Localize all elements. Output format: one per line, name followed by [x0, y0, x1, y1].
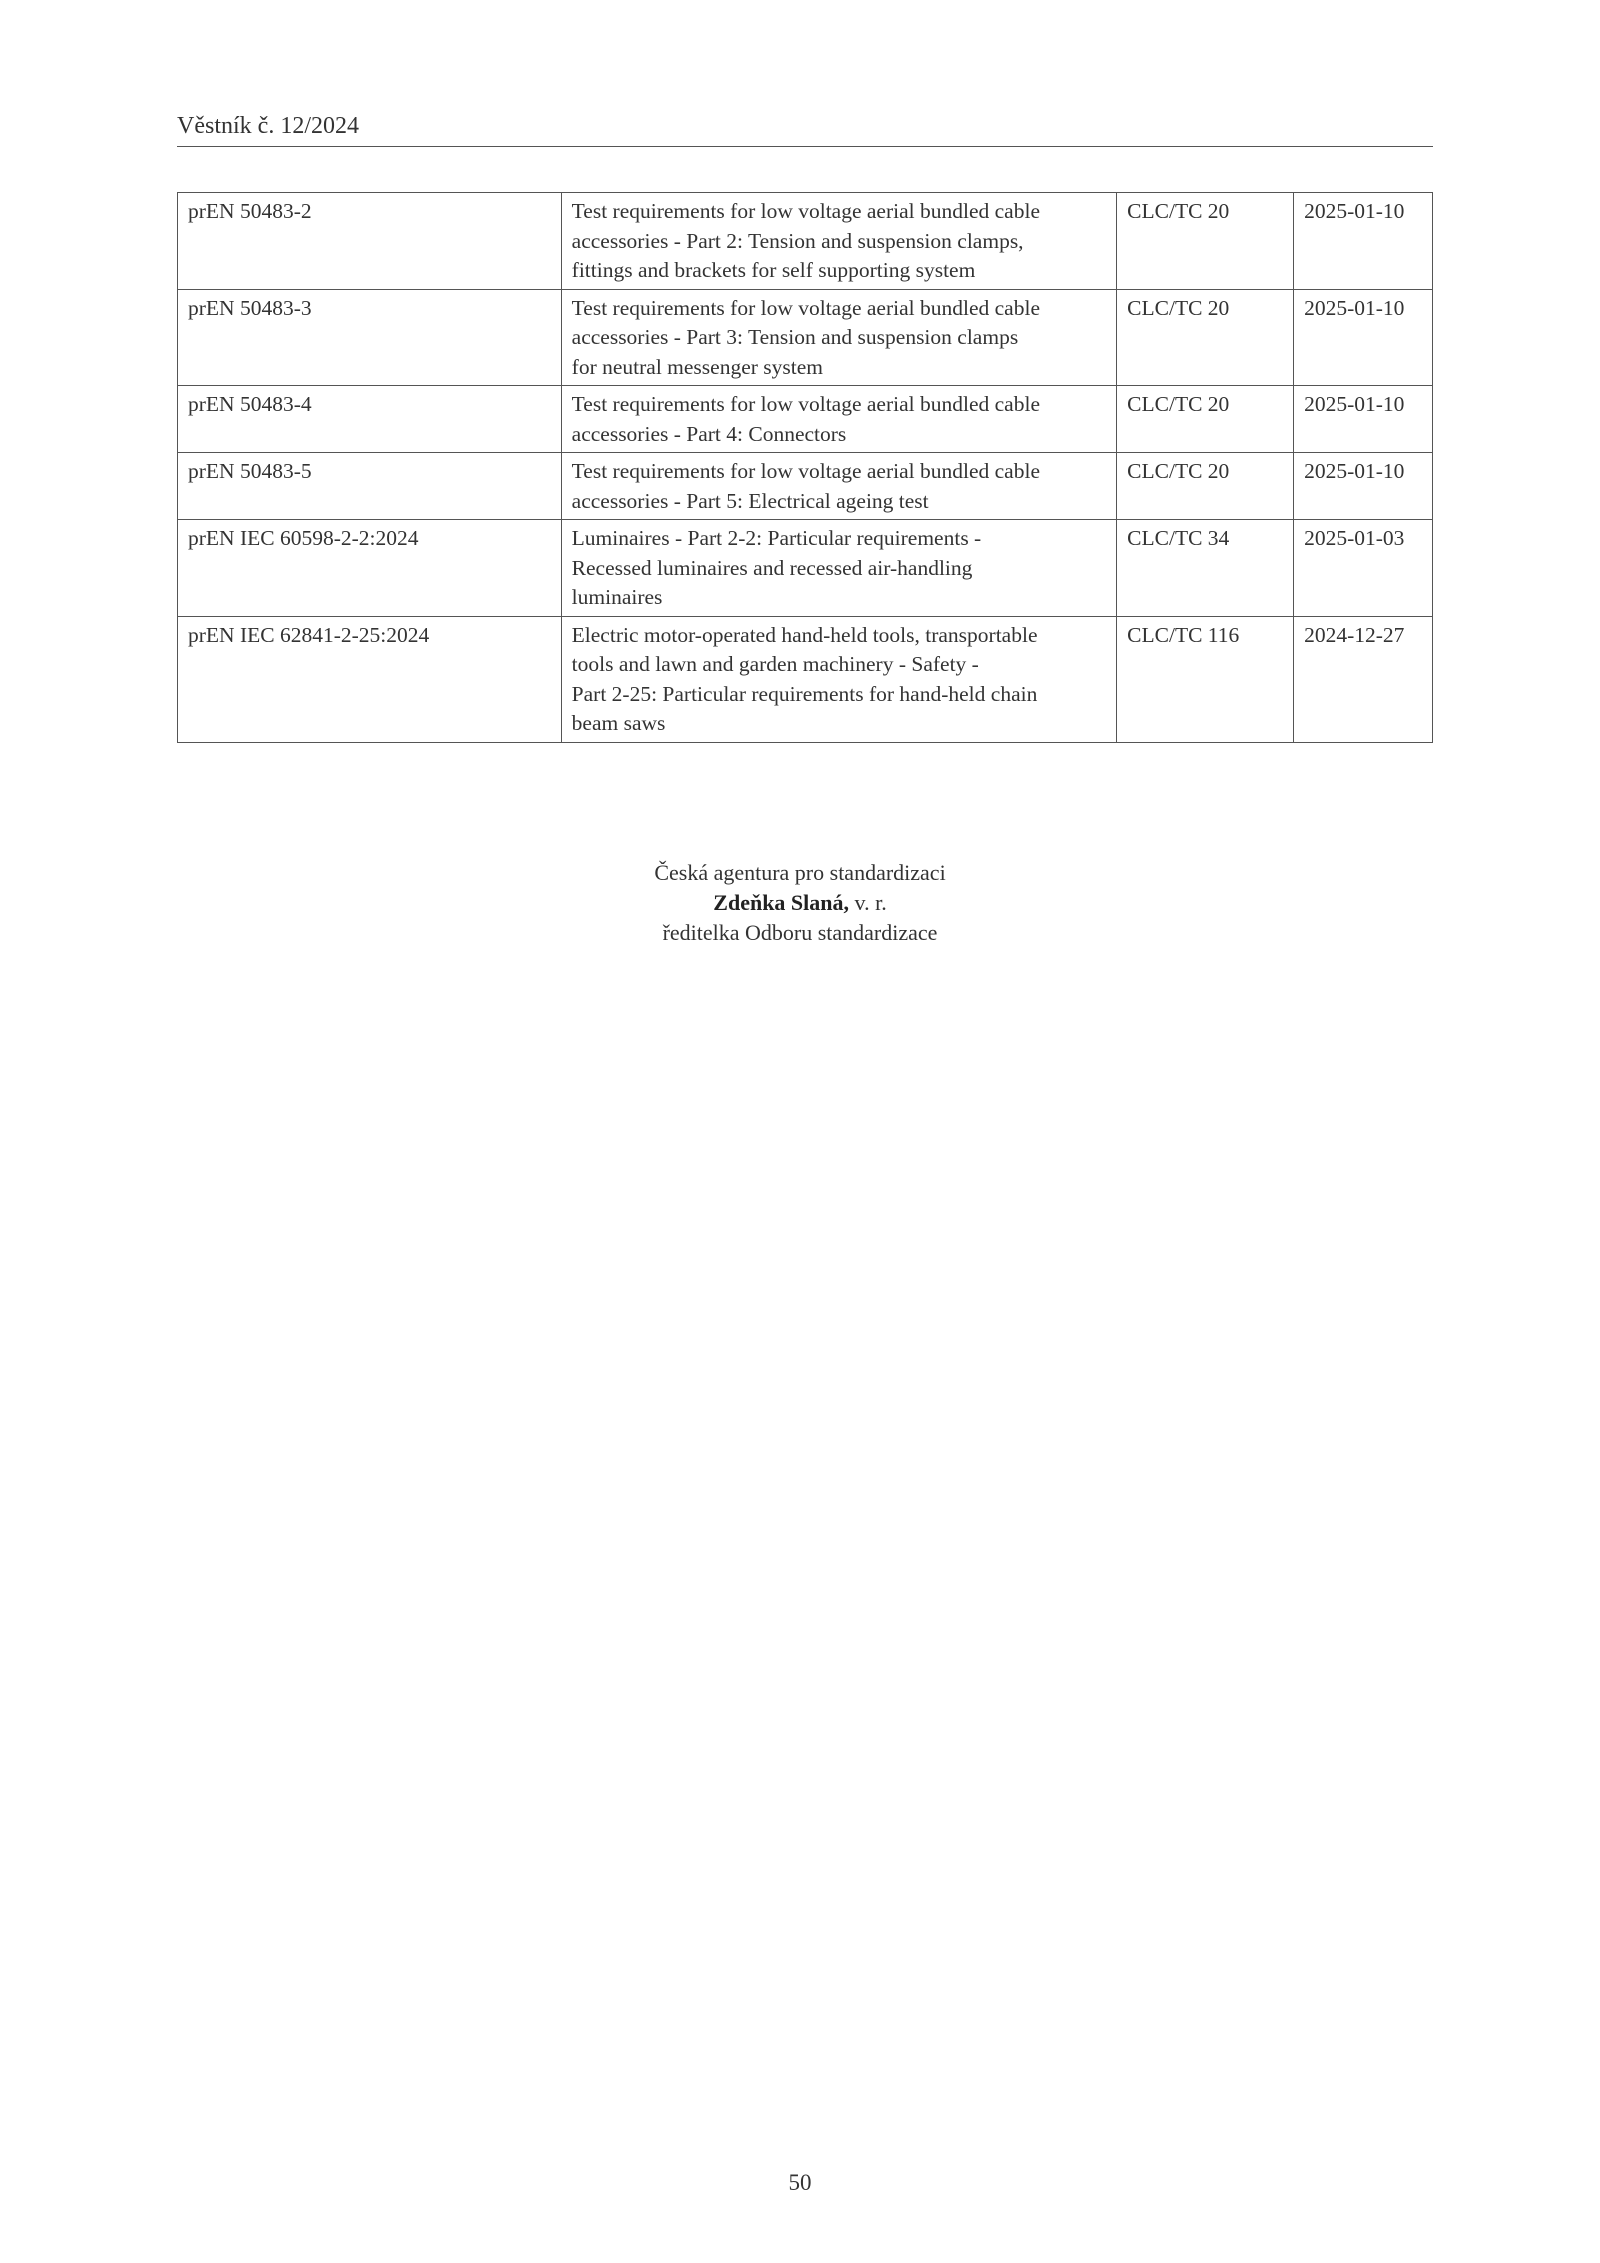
standard-title-cell: [561, 453, 1117, 520]
standard-title-cell: [561, 386, 1117, 453]
standard-code-cell: prEN IEC 60598-2-2:2024: [178, 520, 562, 617]
committee-cell: CLC/TC 20: [1117, 386, 1294, 453]
table-row: [178, 616, 1433, 742]
committee-cell: CLC/TC 20: [1117, 453, 1294, 520]
date-cell: 2025-01-10: [1294, 289, 1433, 386]
standard-code-cell: prEN 50483-4: [178, 386, 562, 453]
standards-table-body: [178, 193, 1433, 743]
title-line: Test requirements for low voltage aerial bundled cable: [571, 295, 1040, 320]
title-line: fittings and brackets for self supporting system: [571, 258, 976, 282]
title-line: accessories - Part 4: Connectors: [571, 421, 847, 446]
title-line: for neutral messenger system: [571, 354, 824, 379]
standard-title-cell: [561, 193, 1117, 290]
standard-code-cell: prEN IEC 62841-2-25:2024: [178, 616, 562, 742]
page-header: [177, 112, 1433, 147]
table-row: [178, 289, 1433, 386]
signature-organization: Česká agentura pro standardizaci: [654, 860, 946, 885]
standard-code-cell: prEN 50483-5: [178, 453, 562, 520]
committee-cell: CLC/TC 20: [1117, 289, 1294, 386]
title-line: accessories - Part 5: Electrical ageing test: [571, 488, 929, 513]
standard-code-cell: prEN 50483-2: [178, 193, 562, 290]
standard-title-cell: [561, 289, 1117, 386]
standards-table: [177, 192, 1433, 743]
standard-code-cell: prEN 50483-3: [178, 289, 562, 386]
committee-cell: CLC/TC 20: [1117, 193, 1294, 290]
page-number: 50: [788, 2170, 812, 2195]
table-row: [178, 193, 1433, 290]
table-row: [178, 453, 1433, 520]
title-line: tools and lawn and garden machinery - Safety -: [571, 652, 979, 676]
committee-cell: CLC/TC 34: [1117, 520, 1294, 617]
signature-block: [0, 858, 1600, 948]
table-row: [178, 520, 1433, 617]
date-cell: 2025-01-10: [1294, 453, 1433, 520]
title-line: luminaires: [571, 585, 663, 609]
title-line: accessories - Part 3: Tension and suspension clamps: [571, 325, 1019, 349]
title-line: beam saws: [571, 711, 666, 735]
title-line: accessories - Part 2: Tension and suspension clamps,: [571, 228, 1024, 253]
title-line: Part 2-25: Particular requirements for hand-held chain: [571, 681, 1038, 706]
signatory-name-suffix: v. r.: [849, 890, 887, 915]
signature-name-line: [0, 888, 1600, 918]
title-line: Test requirements for low voltage aerial bundled cable: [571, 459, 1040, 483]
title-line: Test requirements for low voltage aerial bundled cable: [571, 199, 1040, 223]
journal-title: Věstník č. 12/2024: [177, 113, 359, 139]
signature-position: ředitelka Odboru standardizace: [662, 920, 938, 945]
standard-title-cell: [561, 520, 1117, 617]
title-line: Recessed luminaires and recessed air-handling: [571, 555, 973, 580]
title-line: Test requirements for low voltage aerial bundled cable: [571, 392, 1040, 416]
date-cell: 2025-01-10: [1294, 193, 1433, 290]
date-cell: 2025-01-03: [1294, 520, 1433, 617]
committee-cell: CLC/TC 116: [1117, 616, 1294, 742]
title-line: Luminaires - Part 2-2: Particular requirements -: [571, 526, 982, 550]
date-cell: 2024-12-27: [1294, 616, 1433, 742]
standard-title-cell: [561, 616, 1117, 742]
table-row: [178, 386, 1433, 453]
title-line: Electric motor-operated hand-held tools, transportable: [571, 622, 1038, 647]
signatory-name: Zdeňka Slaná,: [713, 890, 850, 915]
date-cell: 2025-01-10: [1294, 386, 1433, 453]
